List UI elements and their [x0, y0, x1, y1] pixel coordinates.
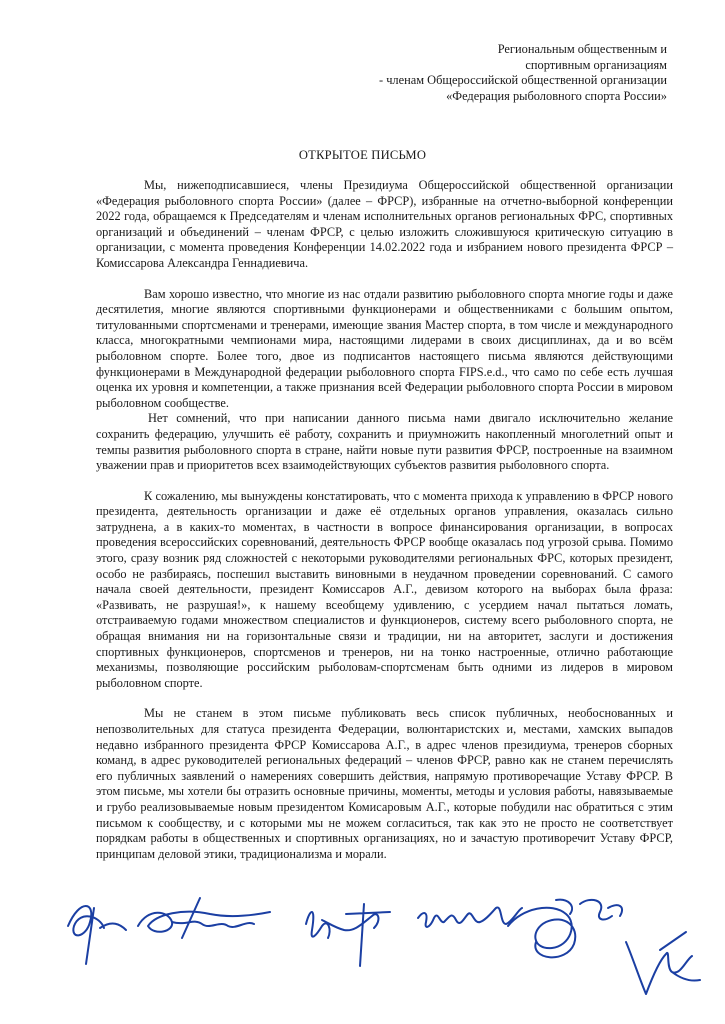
paragraph-intentions: Нет сомнений, что при написании данного письма нами двигало исключительно желание сохранить федерацию, улучшить её работу, сохранить и приумножить накопленный многолетний опыт и темпы развития рыболовного спорта в стране, найти новые пути развития ФРСР, построенные на взаимном уважении прав и приоритетов всех взаимодействующих субъектов развития рыболовного спорта.	[96, 411, 673, 473]
paragraph-problems: К сожалению, мы вынуждены констатировать, что с момента прихода к управлению в ФРСР нового президента, деятельность организации и даже её отдельных органов управления, оказалась сильно затруднена, а в каких-то моментах, в частности в вопросе финансирования организации, в вопросах проведения всероссийских соревнований, деятельность ФРСР вообще оказалась под угрозой срыва. Помимо этого, сразу возник ряд сложностей с некоторыми руководителями региональных ФРС, которых президент, особо не разбираясь, поспешил выставить виновными в неудачном проведении соревнований. С самого начала своей деятельности, президент Комиссаров А.Г., девизом которого на выборах была фраза: «Развивать, не разрушая!», к нашему всеобщему удивлению, с усердием начал пытаться ломать, отстраиваемую годами множеством специалистов и функционеров, систему всего рыболовного спорта, не обращая внимания ни на горизонтальные связи и традиции, ни на авторитет, заслуги и достижения спортивных функционеров, спортсменов и тренеров, ни на тонко настроенные, отлично работающие механизмы, позволяющие российским рыболовам-спортсменам быть одними из лидеров в мировом рыболовном спорте.	[96, 488, 673, 690]
signature-5	[508, 900, 622, 958]
paragraph-experience: Вам хорошо известно, что многие из нас отдали развитию рыболовного спорта многие годы и даже десятилетия, многие являются спортивными функционерами и общественниками с большим опытом, титулованными спортсменами и тренерами, имеющие звания Мастер спорта, в том числе и международного класса, многократными чемпионами мира, настоящими лидерами в своих дисциплинах, да и во всём рыболовном спорте. Более того, двое из подписантов настоящего письма являются действующими функционерами в Международной федерации рыболовного спорта FIPS.e.d., что само по себе есть лучшая оценка их уровня и компетенции, а также признания всей Федерации рыболовного спорта России в мировом рыболовном сообществе.	[96, 286, 673, 410]
addressee-block	[379, 42, 667, 104]
addressee-line: спортивным организациям	[525, 57, 667, 72]
signature-4	[418, 907, 522, 926]
signatures-drawing	[60, 868, 710, 1018]
signature-6	[626, 932, 700, 994]
letter-title: ОТКРЫТОЕ ПИСЬМО	[298, 148, 427, 162]
addressee-line: - членам Общероссийской общественной организации	[378, 73, 667, 88]
paragraph-reasons: Мы не станем в этом письме публиковать весь список публичных, необоснованных и непозволительных для статуса президента Федерации, волюнтаристских и, местами, хамских выпадов недавно избранного президента ФРСР Комиссарова А.Г., в адрес членов президиума, тренеров сборных команд, в адрес руководителей региональных федераций – членов ФРСР, равно как не станем перечислять его публичных заявлений о намерениях совершить действия, напрямую противоречащие Уставу ФРСР. В этом письме, мы хотели бы отразить основные причины, моменты, методы и условия работы, навязываемые и грубо реализовываемые новым президентом Комисаровым А.Г., которые побудили нас обратиться с этим письмом к сообществу, и с которыми мы не можем согласиться, так как это не просто не соответствует порядкам работы в общественных и спортивных организациях, но и зачастую противоречит Уставу ФРСР, принципам деловой этики, традиционализма и морали.	[96, 706, 673, 861]
signature-2	[138, 898, 270, 938]
paragraph-intro: Мы, нижеподписавшиеся, члены Президиума Общероссийской общественной организации «Федерация рыболовного спорта России» (далее – ФРСР), избранные на отчетно-выборной конференции 2022 года, обращаемся к Председателям и членам исполнительных органов региональных ФРС, спортивных организаций и объединений – членам ФРСР, с целью изложить сложившуюся критическую ситуацию в организации, с момента проведения Конференции 14.02.2022 года и избранием нового президента ФРСР – Комиссарова Александра Геннадиевича.	[96, 178, 673, 270]
signatures-area	[60, 868, 710, 1018]
addressee-line: Региональным общественным и	[497, 42, 667, 56]
signature-1	[68, 906, 126, 964]
signature-3	[306, 904, 390, 966]
letter-body	[96, 178, 673, 862]
addressee-line: «Федерация рыболовного спорта России»	[446, 88, 667, 103]
